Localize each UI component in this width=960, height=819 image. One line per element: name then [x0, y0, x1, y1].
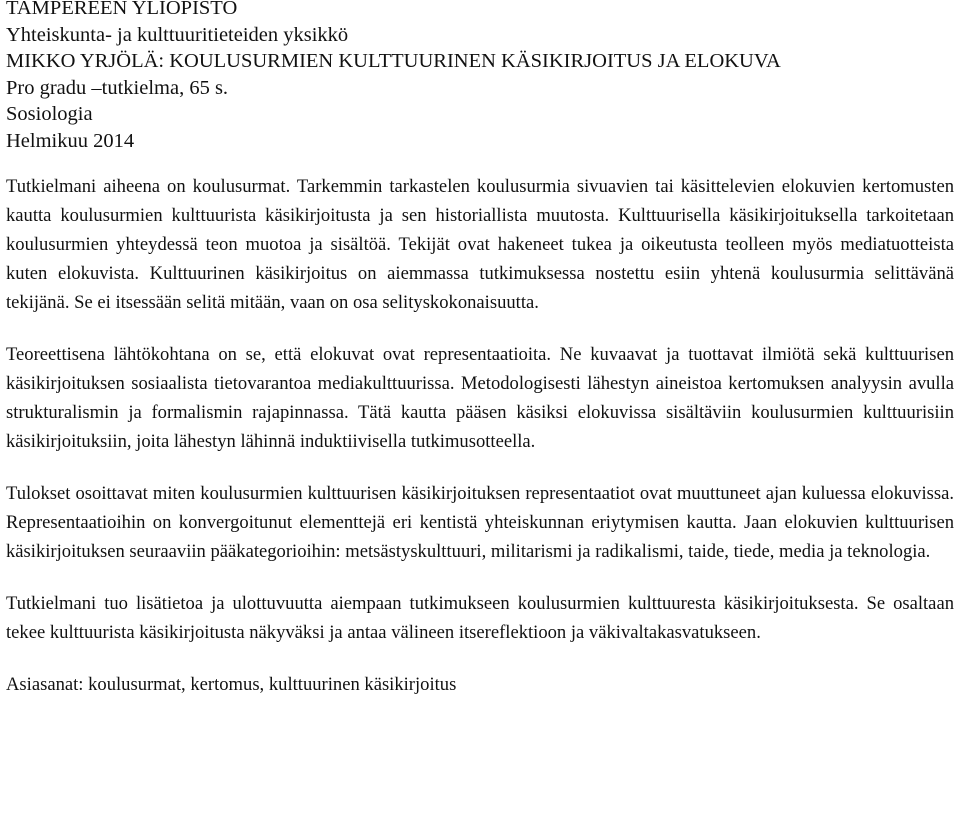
abstract-paragraph-2: Teoreettisena lähtökohtana on se, että elokuvat ovat representaatioita. Ne kuvaavat ja tuottavat ilmiötä sekä kulttuurisen käsikirjoituksen sosiaalista tietovarantoa mediakulttuurissa. Metodologisesti lähestyn aineistoa kertomuksen analyysin avulla strukturalismin ja formalismin rajapinnassa. Tätä kautta pääsen käsiksi elokuvissa sisältäviin koulusurmien kulttuurisiin käsikirjoituksiin, joita lähestyn lähinnä induktiivisella tutkimusotteella.	[6, 344, 954, 452]
university-name: TAMPEREEN YLIOPISTO	[6, 0, 238, 19]
date: Helmikuu 2014	[6, 129, 135, 152]
abstract-body	[6, 172, 954, 699]
thesis-type: Pro gradu –tutkielma, 65 s.	[6, 76, 229, 99]
document-page	[6, 0, 954, 699]
subject: Sosiologia	[6, 103, 93, 125]
academic-unit: Yhteiskunta- ja kulttuuritieteiden yksikkö	[6, 23, 349, 46]
keywords-line: Asiasanat: koulusurmat, kertomus, kulttuurinen käsikirjoitus	[6, 674, 457, 695]
document-header	[6, 0, 954, 154]
author-and-title: MIKKO YRJÖLÄ: KOULUSURMIEN KULTTUURINEN KÄSIKIRJOITUS JA ELOKUVA	[6, 50, 781, 72]
abstract-paragraph-4: Tutkielmani tuo lisätietoa ja ulottuvuutta aiempaan tutkimukseen koulusurmien kulttuuresta käsikirjoituksesta. Se osaltaan tekee kulttuurista käsikirjoitusta näkyväksi ja antaa välineen itsereflektioon ja väkivaltakasvatukseen.	[6, 593, 954, 643]
abstract-paragraph-1: Tutkielmani aiheena on koulusurmat. Tarkemmin tarkastelen koulusurmia sivuavien tai käsittelevien elokuvien kertomusten kautta koulusurmien kulttuurista käsikirjoitusta ja sen historiallista muutosta. Kulttuurisella käsikirjoituksella tarkoitetaan koulusurmien yhteydessä teon muotoa ja sisältöä. Tekijät ovat hakeneet tukea ja oikeutusta teolleen myös mediatuotteista kuten elokuvista. Kulttuurinen käsikirjoitus on aiemmassa tutkimuksessa nostettu esiin yhtenä koulusurmia selittävänä tekijänä. Se ei itsessään selitä mitään, vaan on osa selityskokonaisuutta.	[6, 176, 954, 313]
abstract-paragraph-3: Tulokset osoittavat miten koulusurmien kulttuurisen käsikirjoituksen representaatiot ovat muuttuneet ajan kuluessa elokuvissa. Representaatioihin on konvergoitunut elementtejä eri kentistä yhteiskunnan eriytymisen kautta. Jaan elokuvien kulttuurisen käsikirjoituksen seuraaviin pääkategorioihin: metsästyskulttuuri, militarismi ja radikalismi, taide, tiede, media ja teknologia.	[6, 483, 954, 562]
